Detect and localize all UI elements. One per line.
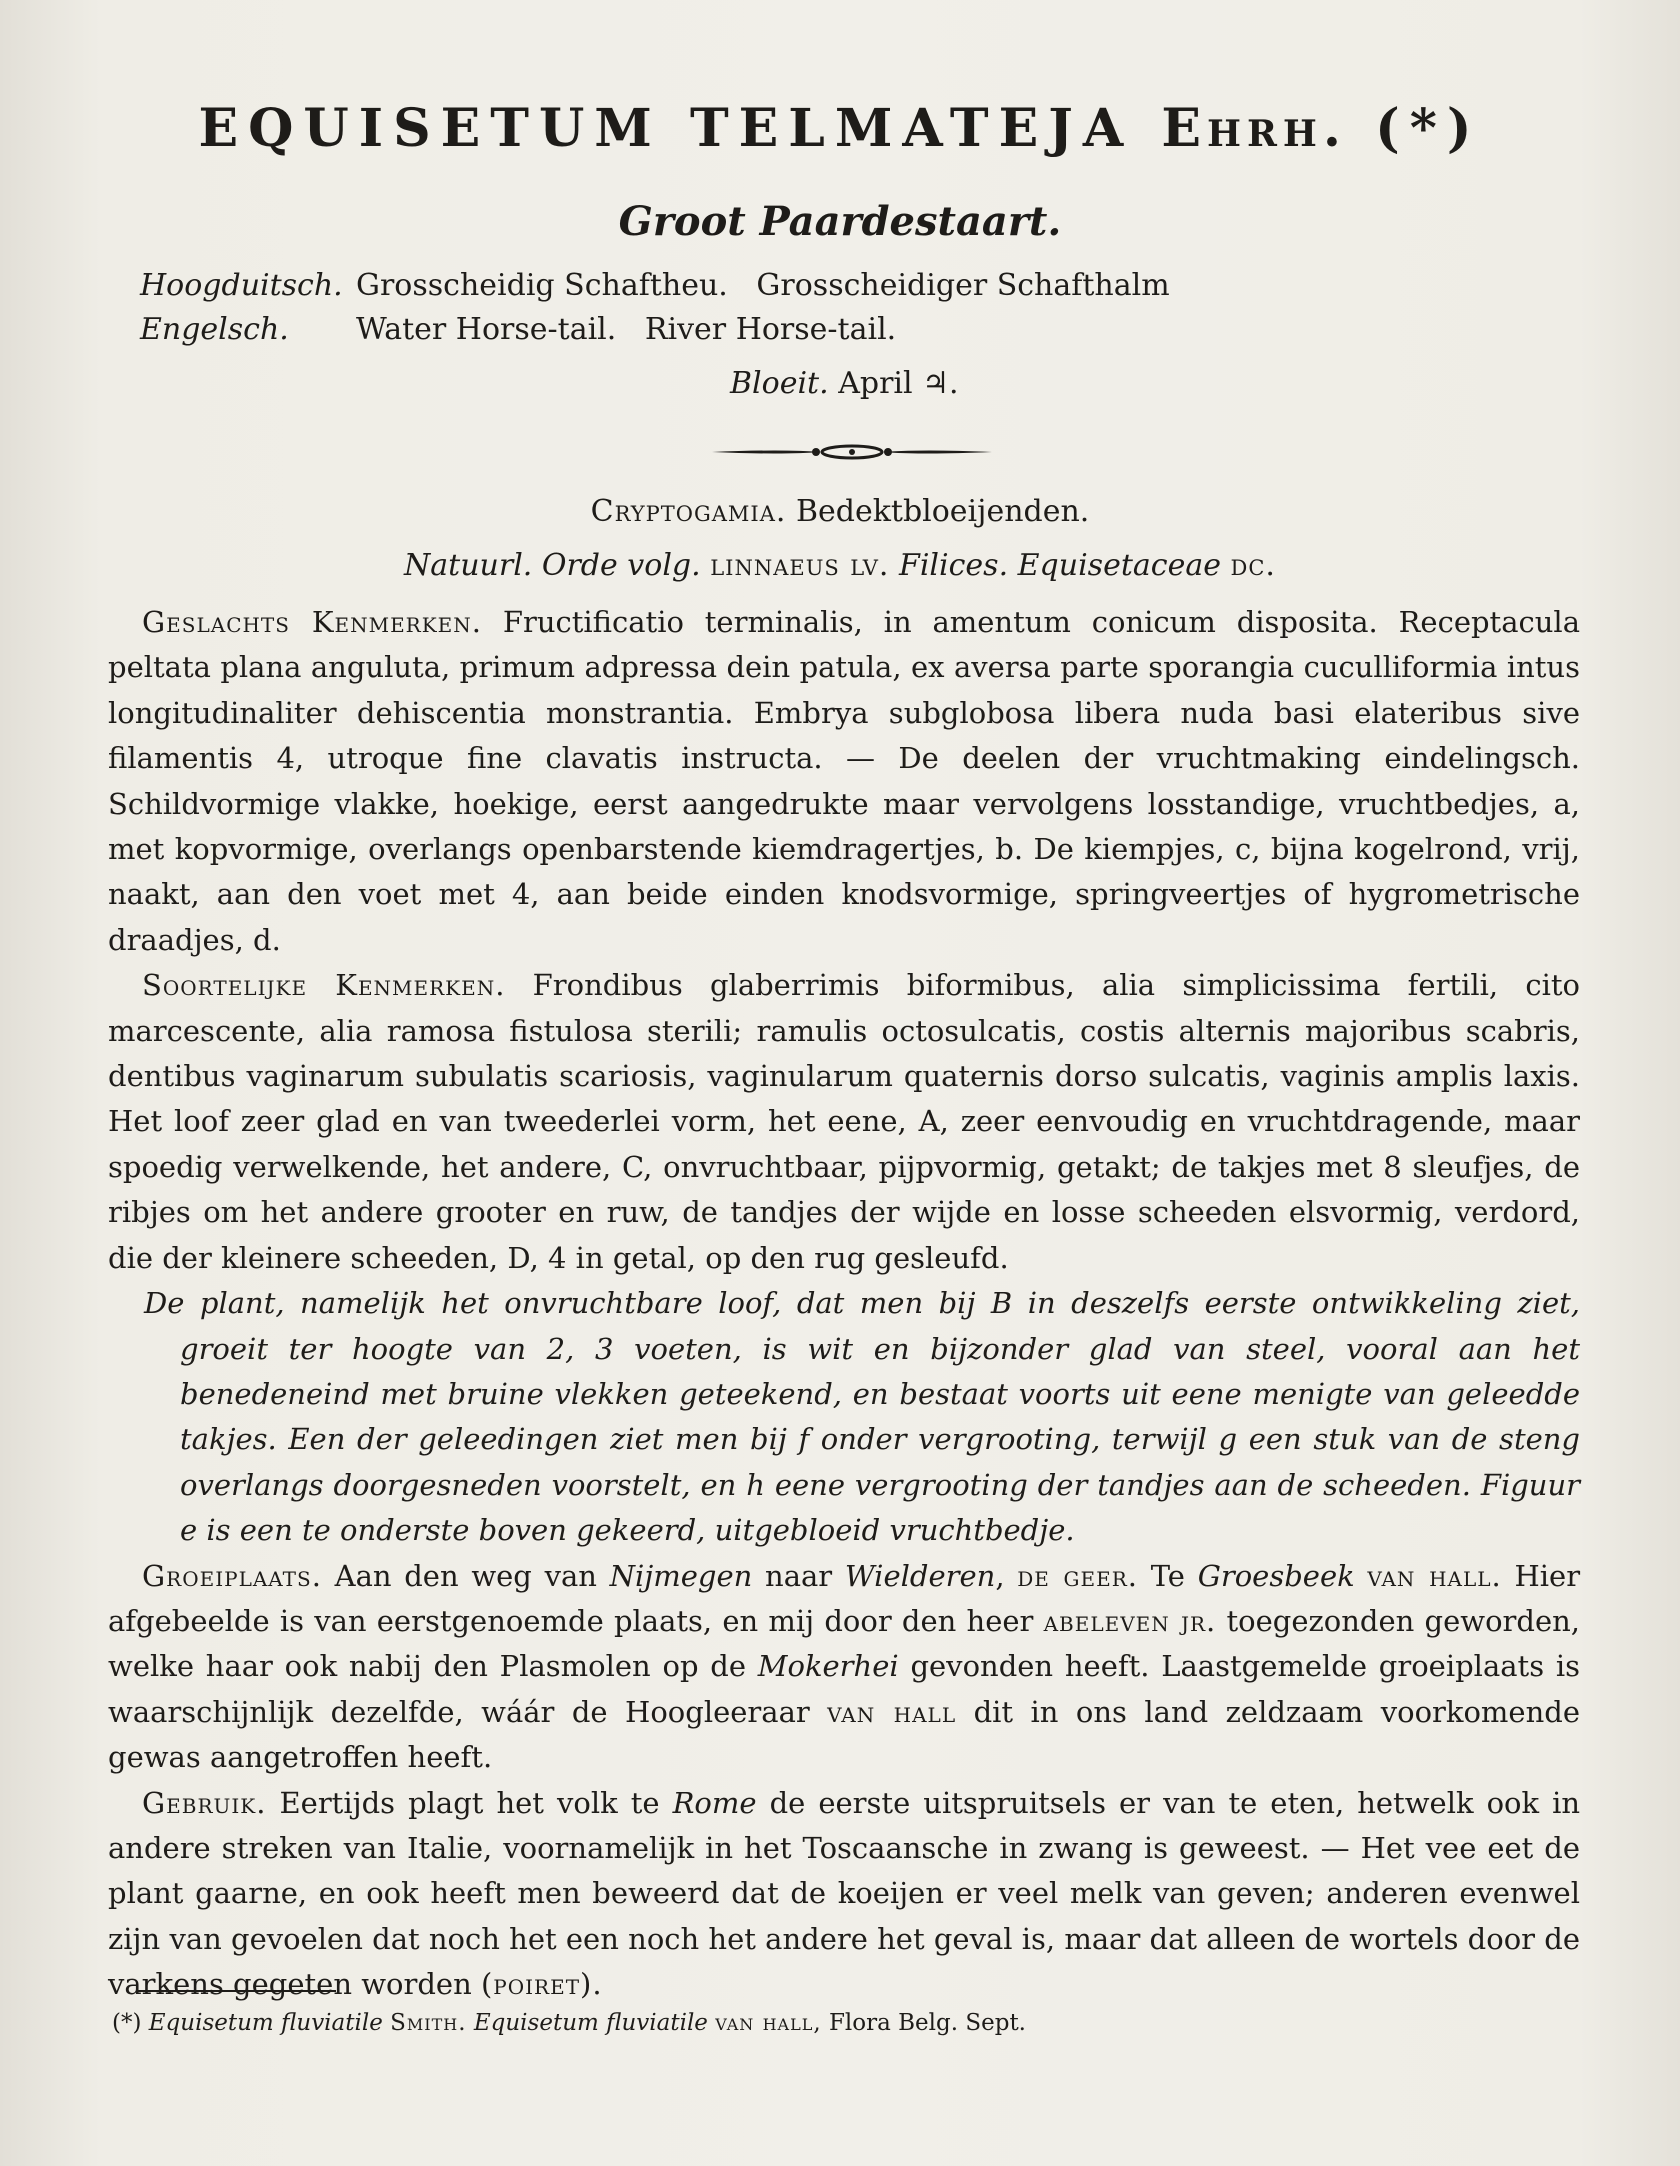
- order-family: Equisetaceae: [1017, 548, 1221, 583]
- order-dc: dc.: [1230, 548, 1276, 583]
- plant-description: [108, 1281, 1580, 1553]
- vernacular-row: [140, 308, 1170, 352]
- footnote-mark: (*): [1375, 98, 1482, 159]
- section-text: Aan den weg van: [334, 1558, 597, 1593]
- synonym: Equisetum fluviatile: [473, 2010, 708, 2036]
- habitat-section: Groeiplaats. Aan den weg van Nijmegen naar Wielderen, de geer. Te Groesbeek van hall. Hier afgebeelde is van eerstgenoemde plaats, en mij door den heer abeleven jr. toegezonden geworden, welke haar ook nabij den Plasmolen op de Mokerhei gevonden heeft. Laastgemelde groeiplaats is waarschijnlijk dezelfde, wáár de Hoogleeraar van hall dit in ons land zeldzaam voorkomende gewas aangetroffen heeft.: [108, 1558, 1581, 1775]
- person-name: abeleven jr.: [1043, 1603, 1217, 1638]
- genus-characters: [108, 600, 1580, 963]
- place-name: Groesbeek: [1197, 1558, 1355, 1593]
- section-text: dit in ons land zeldzaam voorkomende gewas aangetroffen heeft.: [108, 1694, 1580, 1775]
- flowering-label: Bloeit.: [730, 366, 829, 401]
- synonym-author: Smith.: [390, 2010, 467, 2036]
- vernacular-text: Water Horse-tail. River Horse-tail.: [356, 312, 897, 347]
- section-label: Geslachts Kenmerken.: [142, 605, 482, 639]
- footnote-mark: (*): [112, 2010, 142, 2036]
- synonym-author: van hall,: [715, 2010, 822, 2036]
- section-text: Fructificatio terminalis, in amentum conicum disposita. Receptacula peltata plana anguluta, primum adpressa dein patula, ex aversa parte sporangia cuculliformia intus longitudinaliter dehiscentia monstrantia. Embrya subglobosa libera nuda basi elateribus sive filamentis 4, utroque fine clavatis instructa. — De deelen der vruchtmaking eindelingsch. Schildvormige vlakke, hoekige, eerst aangedrukte maar vervolgens losstandige, vruchtbedjes, a, met kopvormige, overlangs openbarstende kiemdragertjes, b. De kiempjes, c, bijna kogelrond, vrij, naakt, aan den voet met 4, aan beide einden knodsvormige, springveertjes of hygrometrische draadjes, d.: [108, 605, 1580, 957]
- place-name: Nijmegen: [609, 1558, 753, 1593]
- section-text: toegezonden geworden, welke haar ook nabij den Plasmolen op de: [108, 1603, 1581, 1684]
- person-name: (poiret).: [480, 1967, 603, 2002]
- section-text: gevonden heeft. Laastgemelde groeiplaats is waarschijnlijk dezelfde, wáár de Hoogleeraar: [108, 1649, 1581, 1729]
- section-text: Te: [1150, 1558, 1185, 1593]
- person-name: van hall.: [1367, 1558, 1502, 1593]
- footnote: [112, 2010, 1026, 2036]
- class-label: Cryptogamia.: [590, 494, 787, 529]
- species-author: Ehrh.: [1161, 98, 1347, 159]
- person-name: van hall: [827, 1694, 957, 1729]
- vernacular-row: [140, 264, 1170, 308]
- usage-section: [108, 1781, 1580, 2008]
- order-label: Natuurl. Orde volg.: [404, 548, 701, 583]
- language-label: Engelsch.: [140, 312, 289, 347]
- place-name: Wielderen: [844, 1558, 996, 1593]
- vernacular-names: [140, 264, 1170, 352]
- section-text: Frondibus glaberrimis biformibus, alia simplicissima fertili, cito marcescente, alia ramosa fistulosa sterili; ramulis octosulcatis, costis alternis majoribus scabris, dentibus vaginarum subulatis scariosis, vaginularum quaternis dorso sulcatis, vaginis amplis laxis. Het loof zeer glad en van tweederlei vorm, het eene, A, zeer eenvoudig en vruchtdragende, maar spoedig verwelkende, het andere, C, onvruchtbaar, pijpvormig, getakt; de takjes met 8 sleufjes, de ribjes om het andere grooter en ruw, de tandjes der wijde en losse scheeden elsvormig, verdord, die der kleinere scheeden, D, 4 in getal, op den rug gesleufd.: [108, 968, 1580, 1275]
- section-text: Eertijds plagt het volk te: [279, 1785, 660, 1820]
- section-text: Hier afgebeelde is van eerstgenoemde plaats, en mij door den heer: [108, 1558, 1581, 1638]
- ornament-divider-icon: [712, 440, 992, 464]
- footnote-rule: [136, 1990, 336, 1992]
- language-label: Hoogduitsch.: [140, 268, 343, 303]
- section-label: Gebruik.: [142, 1785, 267, 1820]
- species-characters: [108, 963, 1580, 1281]
- synonym: Equisetum fluviatile: [148, 2010, 383, 2036]
- common-name: Groot Paardestaart.: [618, 198, 1062, 245]
- reference: Flora Belg. Sept.: [828, 2010, 1026, 2036]
- place-name: Rome: [672, 1785, 757, 1820]
- order-filices: Filices.: [899, 548, 1009, 583]
- order-line: [0, 548, 1680, 583]
- section-text: naar: [765, 1558, 833, 1593]
- class-text: Bedektbloeijenden.: [795, 494, 1090, 529]
- section-text: De plant, namelijk het onvruchtbare loof, dat men bij B in deszelfs eerste ontwikkeling ziet, groeit ter hoogte van 2, 3 voeten, is wit en bijzonder glad van steel, vooral aan het benedeneind met bruine vlekken geteekend, en bestaat voorts uit eene menigte van geleedde takjes. Een der geleedingen ziet men bij f onder vergrooting, terwijl g een stuk van de steng overlangs doorgesneden voorstelt, en h eene vergrooting der tandjes aan de scheeden. Figuur e is een te onderste boven gekeerd, uitgebloeid vruchtbedje.: [144, 1286, 1580, 1548]
- flowering-value: April ♃.: [838, 366, 959, 401]
- section-label: Groeiplaats.: [142, 1558, 322, 1593]
- place-name: Mokerhei: [757, 1649, 899, 1684]
- person-name: de geer.: [1017, 1558, 1139, 1593]
- species-name: EQUISETUM TELMATEJA: [198, 98, 1134, 159]
- section-label: Soortelijke Kenmerken.: [142, 968, 506, 1003]
- flowering-time: [730, 366, 959, 401]
- page-title: [0, 98, 1680, 159]
- vernacular-text: Grosscheidig Schaftheu. Grosscheidiger Schafthalm: [356, 268, 1170, 303]
- body-text: [108, 600, 1580, 2008]
- classification-line: [0, 494, 1680, 529]
- order-linnaeus: linnaeus lv.: [710, 548, 890, 583]
- section-text: de eerste uitspruitsels er van te eten, hetwelk ook in andere streken van Italie, voornamelijk in het Toscaansche in zwang is geweest. — Het vee eet de plant gaarne, en ook heeft men beweerd dat de koeijen er veel melk van geven; anderen evenwel zijn van gevoelen dat noch het een noch het andere het geval is, maar dat alleen de wortels door de varkens gegeten worden: [108, 1785, 1581, 2002]
